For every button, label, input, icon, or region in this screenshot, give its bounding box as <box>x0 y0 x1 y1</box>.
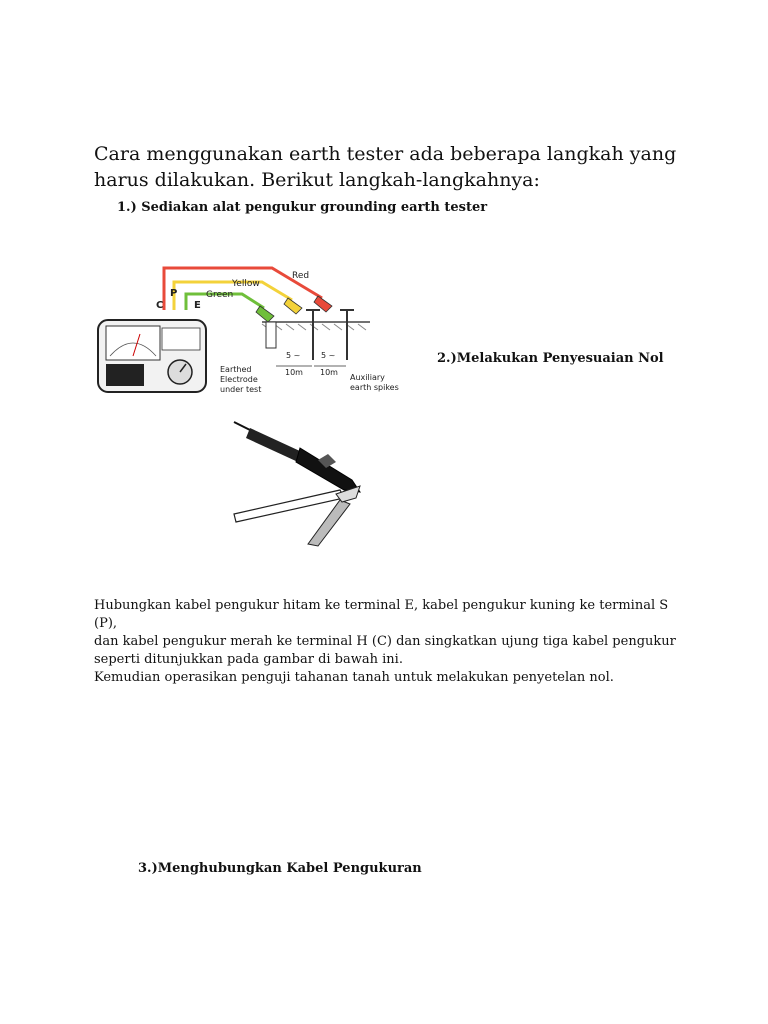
electrode-label-3: under test <box>220 385 262 394</box>
distance-label-1a: 5 ~ <box>286 351 301 360</box>
paragraph-line: dan kabel pengukur merah ke terminal H (C) dan singkatkan ujung tiga kabel pengukur <box>94 634 676 649</box>
paragraph-line: Hubungkan kabel pengukur hitam ke terminal E, kabel pengukur kuning ke terminal S (P), <box>94 598 669 631</box>
distance-label-1b: 10m <box>285 368 303 377</box>
intro-text: Cara menggunakan earth tester ada beberapa langkah yang harus dilakukan. Berikut langkah-langkahnya: <box>94 143 677 191</box>
green-wire-label: Green <box>206 290 234 300</box>
paragraph-line: Kemudian operasikan penguji tahanan tanah untuk melakukan penyetelan nol. <box>94 670 614 685</box>
paragraph-line: seperti ditunjukkan pada gambar di bawah ini. <box>94 652 403 667</box>
yellow-wire-label: Yellow <box>232 279 260 289</box>
electrode-label-1: Earthed <box>220 365 252 374</box>
step-1-heading: 1.) Sediakan alat pengukur grounding earth tester <box>117 200 488 215</box>
clip-shorting-illustration <box>232 418 372 548</box>
step-2-heading: 2.)Melakukan Penyesuaian Nol <box>437 351 664 366</box>
red-wire-label: Red <box>292 271 310 281</box>
spikes-label-2: earth spikes <box>350 383 399 392</box>
step-3-heading: 3.)Menghubungkan Kabel Pengukuran <box>138 861 422 876</box>
terminal-c-label: C <box>156 300 164 311</box>
earth-tester-wiring-diagram <box>92 258 412 398</box>
terminal-e-label: E <box>194 300 201 311</box>
spikes-label-1: Auxiliary <box>350 373 385 382</box>
terminal-p-label: P <box>170 288 178 299</box>
instruction-paragraph <box>94 597 694 687</box>
distance-label-2a: 5 ~ <box>321 351 336 360</box>
distance-label-2b: 10m <box>320 368 338 377</box>
electrode-label-2: Electrode <box>220 375 258 384</box>
